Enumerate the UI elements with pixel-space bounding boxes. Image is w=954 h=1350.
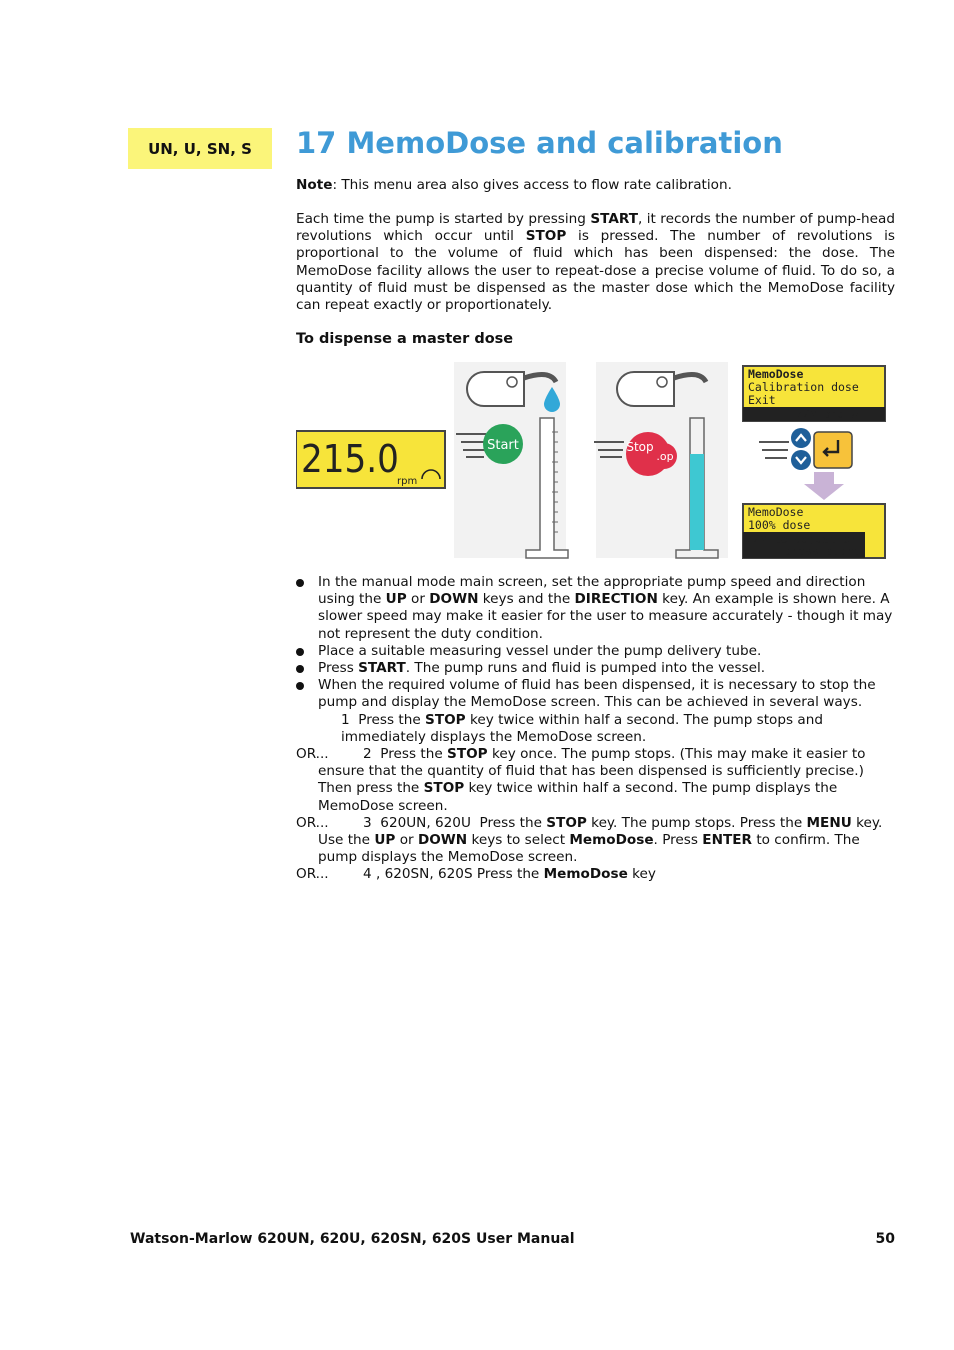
note-label: Note bbox=[296, 177, 333, 193]
master-dose-figure bbox=[296, 362, 888, 560]
option-text: 2 Press the bbox=[363, 746, 448, 763]
lcd-line: MemoDose bbox=[748, 505, 804, 519]
key-down: DOWN bbox=[417, 832, 468, 849]
lcd-line: press start bbox=[784, 544, 861, 558]
lcd-line: MemoDose bbox=[748, 367, 804, 381]
option-4 bbox=[296, 866, 895, 883]
key-stop: STOP bbox=[546, 814, 587, 831]
intro-text: is pressed. The number of revolutions is proportional to the volume of fluid which has been dispensed: the dose. The MemoDose facility allows the user to repeat-dose a precise volume of fluid. To do so, a quantity of fluid must be dispensed as the master dose which the MemoDose facility can repeat exactly or proportionately. bbox=[296, 228, 895, 314]
key-start: START bbox=[590, 211, 638, 227]
key-stop: STOP bbox=[423, 780, 465, 797]
up-key-icon bbox=[791, 428, 811, 448]
page-footer bbox=[130, 1231, 895, 1247]
option-text: key. The pump stops. Press the bbox=[586, 814, 807, 831]
page-title: 17 MemoDose and calibration bbox=[296, 126, 783, 160]
stop-suffix: .op bbox=[656, 450, 674, 463]
option-text: key twice within half a second. The pump displays the MemoDose screen. bbox=[318, 780, 838, 814]
option-text: 3 620UN, 620U Press the bbox=[363, 814, 547, 831]
section-subheading: To dispense a master dose bbox=[296, 331, 514, 347]
start-label: Start bbox=[487, 438, 519, 453]
item-text: Press bbox=[318, 660, 359, 677]
footer-manual-title: Watson-Marlow 620UN, 620U, 620SN, 620S User Manual bbox=[130, 1231, 575, 1247]
item-text: When the required volume of fluid has been dispensed, it is necessary to stop the pump and display the MemoDose screen. This can be achieved in several ways. bbox=[318, 677, 876, 711]
bullet-dot bbox=[296, 665, 304, 673]
or-label: OR... bbox=[296, 866, 329, 883]
lcd-line: Calibration dose bbox=[748, 380, 859, 394]
instruction-list bbox=[296, 574, 895, 884]
item-text: In the manual mode main screen, set the appropriate pump speed and direction using the bbox=[318, 574, 866, 608]
bullet-dot bbox=[296, 648, 304, 656]
menu-lcd-screen bbox=[743, 366, 885, 421]
key-stop: STOP bbox=[525, 228, 567, 245]
page-number: 50 bbox=[875, 1231, 895, 1247]
lcd-line: Exit bbox=[748, 393, 776, 407]
item-text: key. An example is shown here. A slower speed may make it easier for the user to measure accurately - though it may not represent the duty condition. bbox=[318, 591, 893, 642]
key-stop: STOP bbox=[447, 746, 488, 763]
enter-key-icon bbox=[814, 432, 852, 468]
speed-unit: rpm bbox=[397, 476, 418, 487]
option-text: to confirm. The pump displays the MemoDose screen. bbox=[318, 832, 860, 866]
intro-paragraph bbox=[296, 211, 895, 314]
list-item bbox=[296, 660, 895, 677]
hand-icon bbox=[759, 442, 789, 458]
bullet-dot bbox=[296, 579, 304, 587]
option-text: or bbox=[395, 832, 418, 849]
option-text: 1 Press the bbox=[341, 711, 426, 728]
key-stop: STOP bbox=[425, 711, 466, 728]
speed-value: 215.0 bbox=[301, 437, 399, 481]
option-text: key. Use the bbox=[318, 814, 883, 849]
intro-text: , it records the number of pump-head revolutions which occur until bbox=[296, 211, 895, 245]
option-text: key twice within half a second. The pump stops and immediately displays the MemoDose screen. bbox=[341, 711, 823, 745]
key-up: UP bbox=[385, 591, 407, 608]
option-2 bbox=[296, 746, 895, 815]
option-text: keys to select bbox=[467, 832, 570, 849]
note-paragraph bbox=[296, 177, 895, 194]
key-up: UP bbox=[374, 832, 396, 849]
item-text: Place a suitable measuring vessel under the pump delivery tube. bbox=[318, 642, 762, 659]
item-text: or bbox=[406, 591, 430, 608]
key-enter: ENTER bbox=[702, 832, 752, 849]
list-item bbox=[296, 574, 895, 643]
list-item bbox=[296, 643, 895, 660]
bullet-dot bbox=[296, 682, 304, 690]
key-start: START bbox=[358, 660, 406, 677]
option-text: . Press bbox=[653, 832, 703, 849]
dose-lcd-screen bbox=[743, 504, 885, 558]
or-label: OR... bbox=[296, 746, 329, 763]
down-arrow-icon bbox=[804, 472, 844, 500]
key-memodose: MemoDose bbox=[543, 866, 628, 883]
item-text: . The pump runs and fluid is pumped into the vessel. bbox=[405, 660, 766, 677]
list-item bbox=[296, 677, 895, 711]
note-text: : This menu area also gives access to flow rate calibration. bbox=[332, 177, 732, 193]
option-text: key once. The pump stops. (This may make it easier to ensure that the quantity of fluid that has been dispensed is sufficiently precise.) Then press the bbox=[318, 746, 866, 797]
option-text: 4 , 620SN, 620S Press the bbox=[363, 866, 544, 883]
stop-label: Stop bbox=[626, 440, 654, 454]
down-key-icon bbox=[791, 450, 811, 470]
or-label: OR... bbox=[296, 814, 329, 831]
lcd-line: ∧/∨ and ↵ bbox=[796, 407, 859, 421]
item-text: keys and the bbox=[478, 591, 575, 608]
option-1 bbox=[296, 712, 895, 746]
start-button bbox=[483, 424, 523, 464]
lcd-line: 100% dose bbox=[748, 518, 811, 532]
option-3 bbox=[296, 815, 895, 867]
model-tag: UN, U, SN, S bbox=[128, 128, 272, 169]
speed-display bbox=[296, 431, 445, 488]
key-down: DOWN bbox=[429, 591, 479, 608]
key-memodose: MemoDose bbox=[569, 832, 654, 849]
intro-text: Each time the pump is started by pressing bbox=[296, 211, 591, 227]
key-menu: MENU bbox=[806, 814, 852, 831]
option-text: key bbox=[627, 866, 656, 883]
lcd-line: ∧/∨ to adjust or bbox=[746, 532, 857, 546]
key-direction: DIRECTION bbox=[574, 591, 658, 608]
